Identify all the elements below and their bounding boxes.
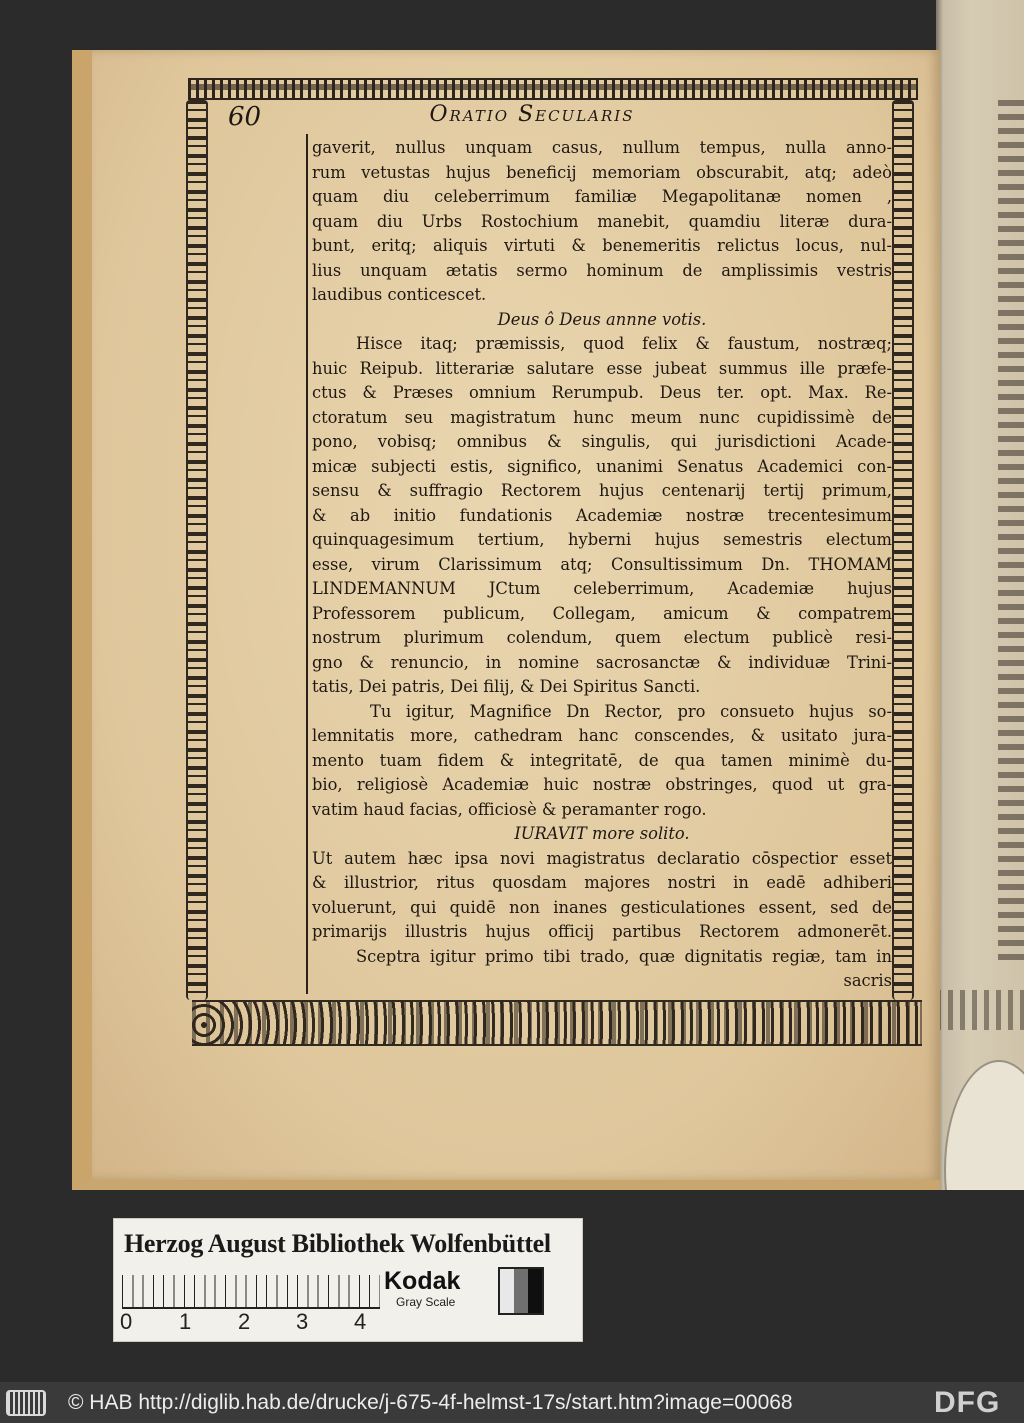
ruler-number: 0 [120,1309,133,1334]
text-line: pono, vobisq; omnibus & singulis, qui jurisdictioni Acade- [312,432,892,451]
text-line: bio, religiosè Academiæ huic nostræ obstringes, quod ut gra- [312,775,892,794]
gray-patch [528,1269,542,1313]
text-line: lius unquam ætatis sermo hominum de amplissimis vestris [312,260,892,280]
text-line: Sceptra igitur primo tibi trado, quæ dignitatis regiæ, tam in [356,946,892,966]
gray-patch [500,1269,514,1313]
ornament-top [188,78,918,100]
ruler-number: 4 [354,1309,367,1334]
gray-patch [514,1269,528,1313]
margin-rule [306,134,308,994]
page-number: 60 [228,102,262,132]
text-line: Deus ô Deus annne votis. [497,309,707,329]
text-line: huic Reipub. litterariæ salutare esse jubeat summus ille præfe- [312,358,892,378]
adjacent-page-curl [944,1060,1024,1190]
kodak-subtitle: Gray Scale [396,1295,456,1309]
text-line: vatim haud facias, officiosè & peramanter rogo. [312,799,707,819]
copyright-link[interactable]: © HAB http://diglib.hab.de/drucke/j-675-4f-helmst-17s/start.htm?image=00068 [68,1391,793,1414]
library-icon [6,1390,46,1416]
running-head: Oratio Secularis [429,102,635,127]
adjacent-page-ornament [998,100,1024,960]
text-line: & ab initio fundationis Academiæ nostræ trecentesimum [312,505,892,525]
text-line: lemnitatis more, cathedram hanc conscendes, & usitato jura- [312,726,892,745]
body-text [312,136,892,994]
gray-scale-patches [498,1267,544,1315]
text-line: & illustrior, ritus quosdam majores nostri in eadē adhiberi [312,873,892,892]
ruler-number: 2 [238,1309,251,1334]
text-line: voluerunt, qui quidē non inanes gesticulationes essent, sed de [312,897,892,917]
text-line: sacris [843,971,892,990]
text-line: laudibus conticescet. [312,285,487,304]
text-line: primarijs illustris hujus officij partibus Rectorem admonerēt. [312,922,892,941]
text-line: micæ subjecti estis, significo, unanimi Senatus Academici con- [312,456,892,476]
ornament-left [186,100,208,1000]
text-line: quam diu celeberrimum familiæ Megapolitanæ nomen , [312,187,892,206]
text-line: Professorem publicum, Collegam, amicum & compatrem [312,603,892,623]
text-line: mento tuam fidem & integritatē, de qua tamen minimè du- [312,750,892,770]
text-line: tatis, Dei patris, Dei filij, & Dei Spiritus Sancti. [312,677,701,696]
text-line: Hisce itaq; præmissis, quod felix & faustum, nostræq; [356,334,892,353]
text-line: ctus & Præses omnium Rerumpub. Deus ter. opt. Max. Re- [312,383,892,402]
ruler-number: 1 [179,1309,192,1334]
dfg-logo: DFG [934,1386,1001,1419]
ornament-bottom [192,1000,922,1046]
adjacent-page [936,0,1024,1190]
text-line: nostrum plurimum colendum, quem electum publicè resi- [312,628,892,647]
text-line: gaverit, nullus unquam casus, nullum tempus, nulla anno- [312,138,892,157]
adjacent-page-bottom-ornament [936,990,1024,1030]
text-line: gno & renuncio, in nomine sacrosanctæ & individuæ Trini- [312,652,892,672]
scanned-page [72,50,940,1190]
text-line: quam diu Urbs Rostochium manebit, quamdiu literæ dura- [312,211,892,231]
ornament-right [892,100,914,1000]
text-line: IURAVIT more solito. [514,824,690,843]
kodak-logo: Kodak [384,1267,461,1295]
text-line: Tu igitur, Magnifice Dn Rector, pro consueto hujus so- [370,701,892,721]
text-line: sensu & suffragio Rectorem hujus centenarij tertij primum, [312,481,892,500]
library-name: Herzog August Bibliothek Wolfenbüttel [124,1229,551,1258]
text-line: Ut autem hæc ipsa novi magistratus declaratio cōspectior esset [312,848,892,868]
scale-ruler [122,1275,380,1309]
library-label-card [113,1218,583,1342]
text-line: esse, virum Clarissimum atq; Consultissimum Dn. THOMAM [312,554,892,574]
text-line: rum vetustas hujus beneficij memoriam obscurabit, atq; adeò [312,162,892,182]
text-line: quinquagesimum tertium, hyberni hujus semestris electum [312,530,892,549]
footer-bar [0,1382,1024,1423]
text-line: ctoratum seu magistratum hunc meum nunc cupidissimè de [312,407,892,427]
ruler-number: 3 [296,1309,309,1334]
text-line: LINDEMANNUM JCtum celeberrimum, Academiæ hujus [312,579,892,598]
text-line: bunt, eritq; aliquis virtuti & benemeritis relictus locus, nul- [312,236,892,255]
